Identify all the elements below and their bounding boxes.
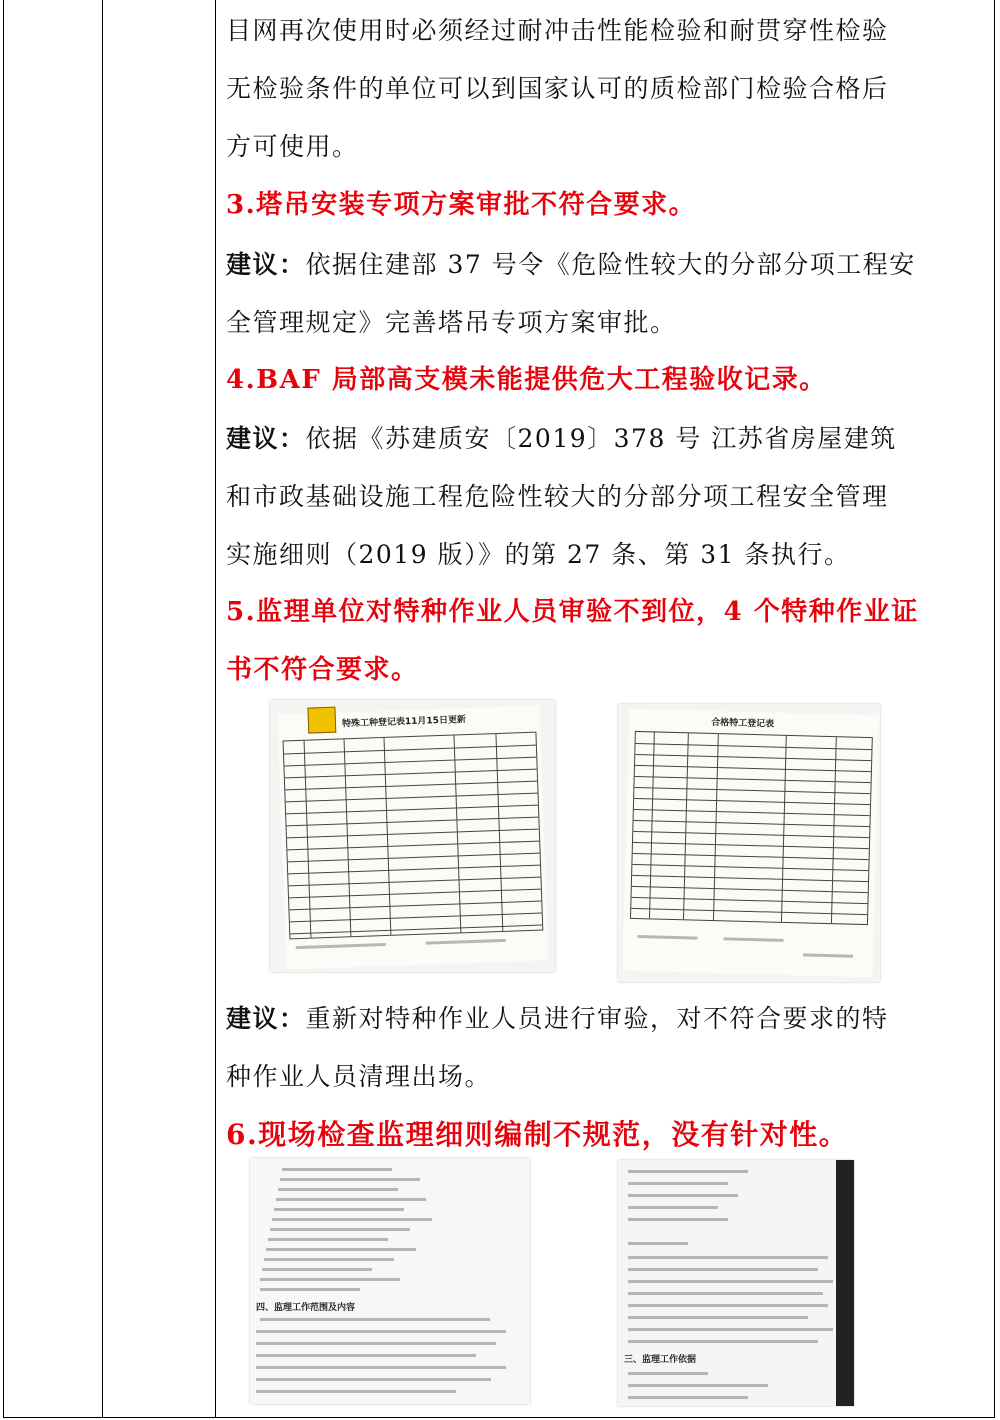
text-line: 全管理规定》完善塔吊专项方案审批。	[226, 308, 677, 337]
suggestion-label: 建议：	[226, 250, 306, 279]
suggestion-4-line: 建议：依据《苏建质安〔2019〕378 号 江苏省房屋建筑	[226, 424, 897, 453]
photo-supervision-detail-2	[618, 1160, 854, 1406]
photo-worker-register-2	[618, 704, 880, 982]
text-line: 方可使用。	[226, 132, 359, 161]
issue-heading-6: 6.现场检查监理细则编制不规范，没有针对性。	[226, 1118, 849, 1151]
text-line: 种作业人员清理出场。	[226, 1062, 492, 1091]
suggestion-label: 建议：	[226, 1004, 306, 1033]
text-line: 实施细则（2019 版）》的第 27 条、第 31 条执行。	[226, 540, 851, 569]
column-divider-1	[102, 0, 103, 1418]
binder-clip-icon	[307, 707, 336, 734]
column-divider-2	[215, 0, 216, 1418]
suggestion-5-line: 建议：重新对特种作业人员进行审验，对不符合要求的特	[226, 1004, 889, 1033]
photo-heading: 四、监理工作范围及内容	[256, 1303, 356, 1313]
photo-worker-register-1	[270, 700, 555, 972]
text-line: 无检验条件的单位可以到国家认可的质检部门检验合格后	[226, 74, 889, 103]
text-line: 和市政基础设施工程危险性较大的分部分项工程安全管理	[226, 482, 889, 511]
issue-heading-4: 4.BAF 局部高支模未能提供危大工程验收记录。	[226, 365, 827, 395]
text-line: 目网再次使用时必须经过耐冲击性能检验和耐贯穿性检验	[226, 16, 889, 45]
photo-heading: 三、监理工作依据	[624, 1355, 697, 1365]
photo-title: 特殊工种登记表11月15日更新	[341, 715, 467, 730]
suggestion-label: 建议：	[226, 424, 306, 453]
issue-heading-5-cont: 书不符合要求。	[226, 655, 419, 685]
issue-heading-3: 3.塔吊安装专项方案审批不符合要求。	[226, 190, 697, 220]
suggestion-3-line: 建议：依据住建部 37 号令《危险性较大的分部分项工程安	[226, 250, 916, 279]
photo-supervision-detail-1	[250, 1158, 530, 1404]
issue-heading-5: 5.监理单位对特种作业人员审验不到位，4 个特种作业证	[226, 597, 919, 627]
photo-title: 合格特工登记表	[710, 717, 775, 730]
